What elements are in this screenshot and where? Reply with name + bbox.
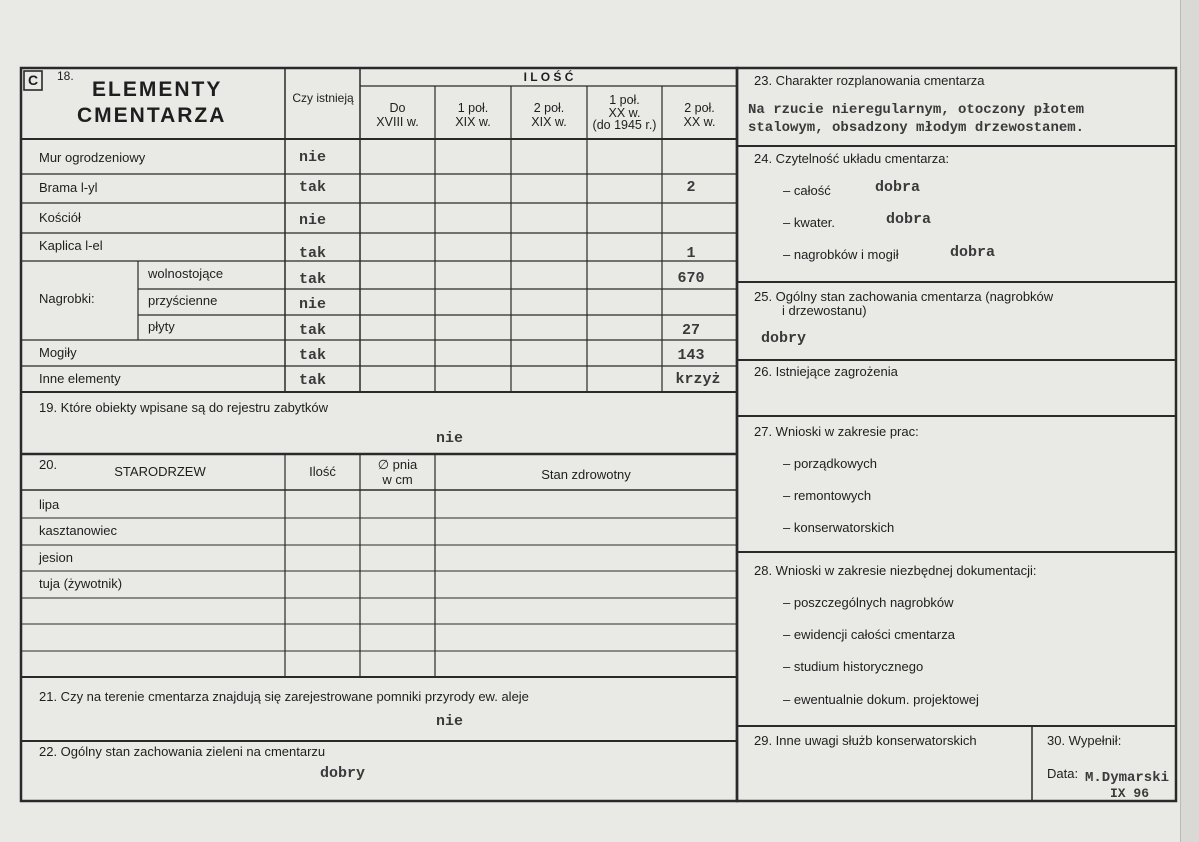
ilosc-header: I L O Ś Ć [523, 70, 574, 84]
section-letter: C [28, 72, 39, 88]
element-label: przyścienne [148, 293, 218, 308]
q19-answer: nie [436, 430, 464, 447]
q20-col-stan: Stan zdrowotny [541, 467, 631, 482]
q29-label: 29. Inne uwagi służb konserwatorskich [754, 733, 977, 748]
exists-value: tak [299, 245, 327, 262]
tree-label: kasztanowiec [39, 523, 118, 538]
q20-col-pnia: ∅ pnia [377, 457, 418, 472]
q24-item-label: – kwater. [783, 215, 836, 230]
q24-label: 24. Czytelność układu cmentarza: [754, 151, 950, 166]
q28-item: – studium historycznego [783, 659, 924, 674]
element-label: Brama l-yl [39, 180, 98, 195]
period-col-4: 1 poł. XX w. (do 1945 r.) [592, 93, 657, 132]
q24-item-label: – nagrobków i mogił [783, 247, 899, 262]
section-title-line1: ELEMENTY [92, 78, 223, 101]
q22-label: 22. Ogólny stan zachowania zieleni na cmentarzu [39, 744, 326, 759]
q24-item-value: dobra [875, 179, 921, 196]
col-czy-istnieja: Czy istnieją [292, 91, 354, 105]
period-col-3: 2 poł. XIX w. [531, 101, 567, 130]
q22-answer: dobry [320, 765, 366, 782]
tree-label: tuja (żywotnik) [39, 576, 123, 591]
q25-label-line1: 25. Ogólny stan zachowania cmentarza (nagrobków [754, 289, 1054, 304]
q30-label: 30. Wypełnił: [1047, 733, 1122, 748]
qty-value: 670 [677, 270, 705, 287]
q24-item-value: dobra [950, 244, 996, 261]
period-col-5: 2 poł. XX w. [683, 101, 716, 130]
q20-number: 20. [39, 457, 58, 472]
q28-item: – ewentualnie dokum. projektowej [783, 692, 979, 707]
element-label: Kościół [39, 210, 81, 225]
section-number: 18. [57, 69, 74, 83]
q20-col-pnia-unit: w cm [382, 472, 413, 487]
q28-item: – ewidencji całości cmentarza [783, 627, 955, 642]
q21-answer: nie [436, 713, 464, 730]
exists-value: tak [299, 347, 327, 364]
element-label: Kaplica l-el [39, 238, 103, 253]
period-col-2: 1 poł. XIX w. [455, 101, 491, 130]
qty-value: 27 [681, 322, 700, 339]
tree-label: lipa [39, 497, 60, 512]
q28-item: – poszczególnych nagrobków [783, 595, 954, 610]
q25-answer: dobry [761, 330, 807, 347]
q30-date-label: Data: [1047, 766, 1079, 781]
element-label: wolnostojące [148, 266, 224, 281]
q20-col-ilosc: Ilość [309, 464, 336, 479]
exists-value: nie [299, 212, 327, 229]
element-label: Inne elementy [39, 371, 121, 386]
period-col-1: Do XVIII w. [376, 101, 419, 130]
q20-title: STARODRZEW [114, 464, 206, 479]
q30-date: IX 96 [1110, 786, 1150, 801]
exists-value: tak [299, 372, 327, 389]
qty-value: 1 [686, 245, 696, 262]
q24-item-value: dobra [886, 211, 932, 228]
q23-answer-line2: stalowym, obsadzony młodym drzewostanem. [748, 120, 1085, 136]
qty-value: krzyż [675, 371, 721, 388]
exists-value: tak [299, 322, 327, 339]
q27-item: – porządkowych [783, 456, 877, 471]
q19-label: 19. Które obiekty wpisane są do rejestru zabytków [39, 400, 329, 415]
nagrobki-label: Nagrobki: [39, 291, 95, 306]
q23-answer-line1: Na rzucie nieregularnym, otoczony płotem [748, 102, 1085, 118]
element-label: Mur ogrodzeniowy [39, 150, 146, 165]
qty-value: 2 [686, 179, 696, 196]
exists-value: tak [299, 179, 327, 196]
element-label: Mogiły [39, 345, 77, 360]
q21-label: 21. Czy na terenie cmentarza znajdują się zarejestrowane pomniki przyrody ew. aleje [39, 689, 529, 704]
q27-item: – konserwatorskich [783, 520, 895, 535]
section-title-line2: CMENTARZA [77, 104, 227, 127]
exists-value: nie [299, 149, 327, 166]
q25-label-line2: i drzewostanu) [782, 303, 867, 318]
element-label: płyty [148, 319, 175, 334]
q27-label: 27. Wnioski w zakresie prac: [754, 424, 919, 439]
qty-value: 143 [677, 347, 705, 364]
q23-label: 23. Charakter rozplanowania cmentarza [754, 73, 985, 88]
q27-item: – remontowych [783, 488, 872, 503]
q26-label: 26. Istniejące zagrożenia [754, 364, 898, 379]
exists-value: tak [299, 271, 327, 288]
exists-value: nie [299, 296, 327, 313]
q24-item-label: – całość [783, 183, 831, 198]
tree-label: jesion [39, 550, 73, 565]
q28-label: 28. Wnioski w zakresie niezbędnej dokumentacji: [754, 563, 1037, 578]
q30-name: M.Dymarski [1085, 770, 1170, 786]
